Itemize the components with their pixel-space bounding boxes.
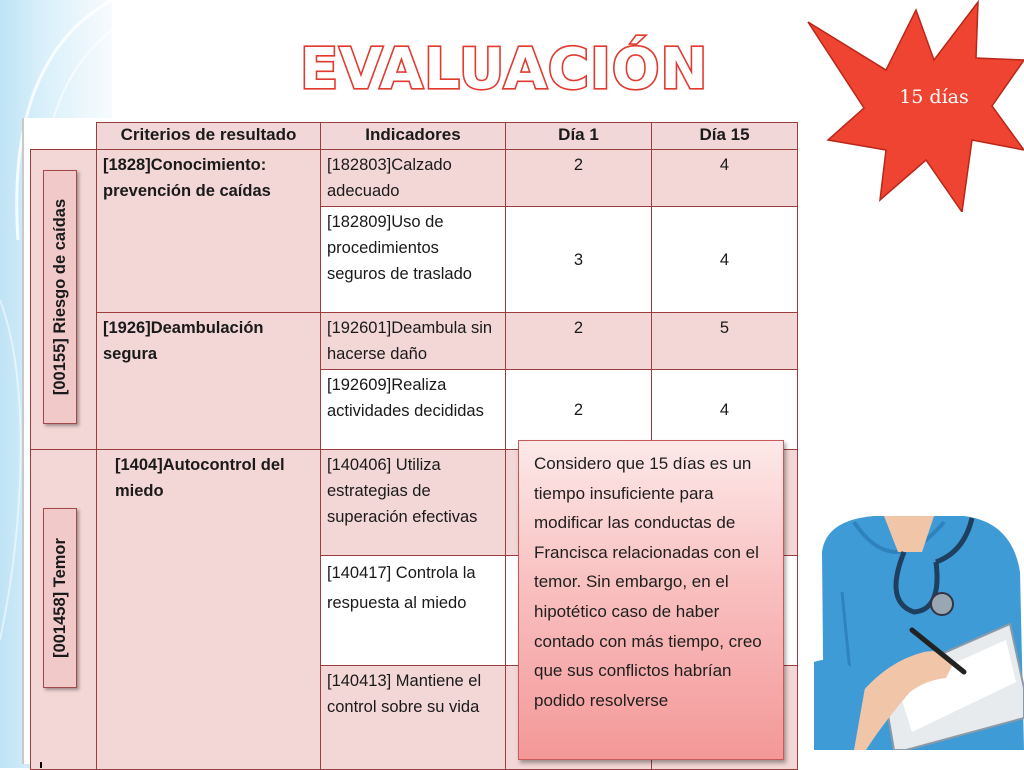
indicator-cell: [182803]Calzado adecuado <box>321 150 506 207</box>
text-cursor-mark <box>40 762 42 768</box>
comment-note <box>518 440 784 760</box>
header-day1: Día 1 <box>506 123 652 150</box>
day15-cell: 4 <box>652 207 798 313</box>
day15-cell: 4 <box>652 370 798 450</box>
indicator-cell: [192601]Deambula sin hacerse daño <box>321 313 506 370</box>
indicator-cell: [140413] Mantiene el control sobre su vida <box>321 666 506 770</box>
day1-cell: 2 <box>506 370 652 450</box>
diagnosis-label-box <box>43 508 77 688</box>
table-row <box>31 313 798 370</box>
diagnosis-cell <box>31 150 97 450</box>
diagnosis-label: [00155] Riesgo de caídas <box>51 198 70 396</box>
indicator-cell: [140417] Controla la respuesta al miedo <box>321 556 506 666</box>
header-criteria: Criterios de resultado <box>97 123 321 150</box>
diagnosis-label: [001458] Temor <box>51 538 69 658</box>
header-day15: Día 15 <box>652 123 798 150</box>
diagnosis-cell <box>31 450 97 770</box>
table-row <box>31 150 798 207</box>
criterion-cell: [1926]Deambulación segura <box>97 313 321 450</box>
day1-cell: 2 <box>506 150 652 207</box>
indicator-cell: [182809]Uso de procedimientos seguros de traslado <box>321 207 506 313</box>
corner-cell <box>31 123 97 150</box>
table-header-row <box>31 123 798 150</box>
header-indicators: Indicadores <box>321 123 506 150</box>
day15-cell: 4 <box>652 150 798 207</box>
diagnosis-label-box <box>43 170 77 424</box>
starburst-label: 15 días <box>899 86 969 108</box>
indicator-cell: [192609]Realiza actividades decididas <box>321 370 506 450</box>
criterion-cell: [1404]Autocontrol del miedo <box>97 450 321 770</box>
nurse-photo-icon <box>814 512 1024 750</box>
indicator-cell: [140406] Utiliza estrategias de superación efectivas <box>321 450 506 556</box>
slide-title <box>296 30 736 100</box>
comment-text: Considero que 15 días es un tiempo insuficiente para modificar las conductas de Francisca relacionadas con el temor. Sin embargo, en el hipotético caso de haber contado con más tiempo, creo que sus conflictos habrían podido resolverse <box>534 454 762 710</box>
day15-cell: 5 <box>652 313 798 370</box>
day1-cell: 2 <box>506 313 652 370</box>
svg-text:EVALUACIÓN: EVALUACIÓN <box>300 37 709 100</box>
day1-cell: 3 <box>506 207 652 313</box>
criterion-cell: [1828]Conocimiento: prevención de caídas <box>97 150 321 313</box>
